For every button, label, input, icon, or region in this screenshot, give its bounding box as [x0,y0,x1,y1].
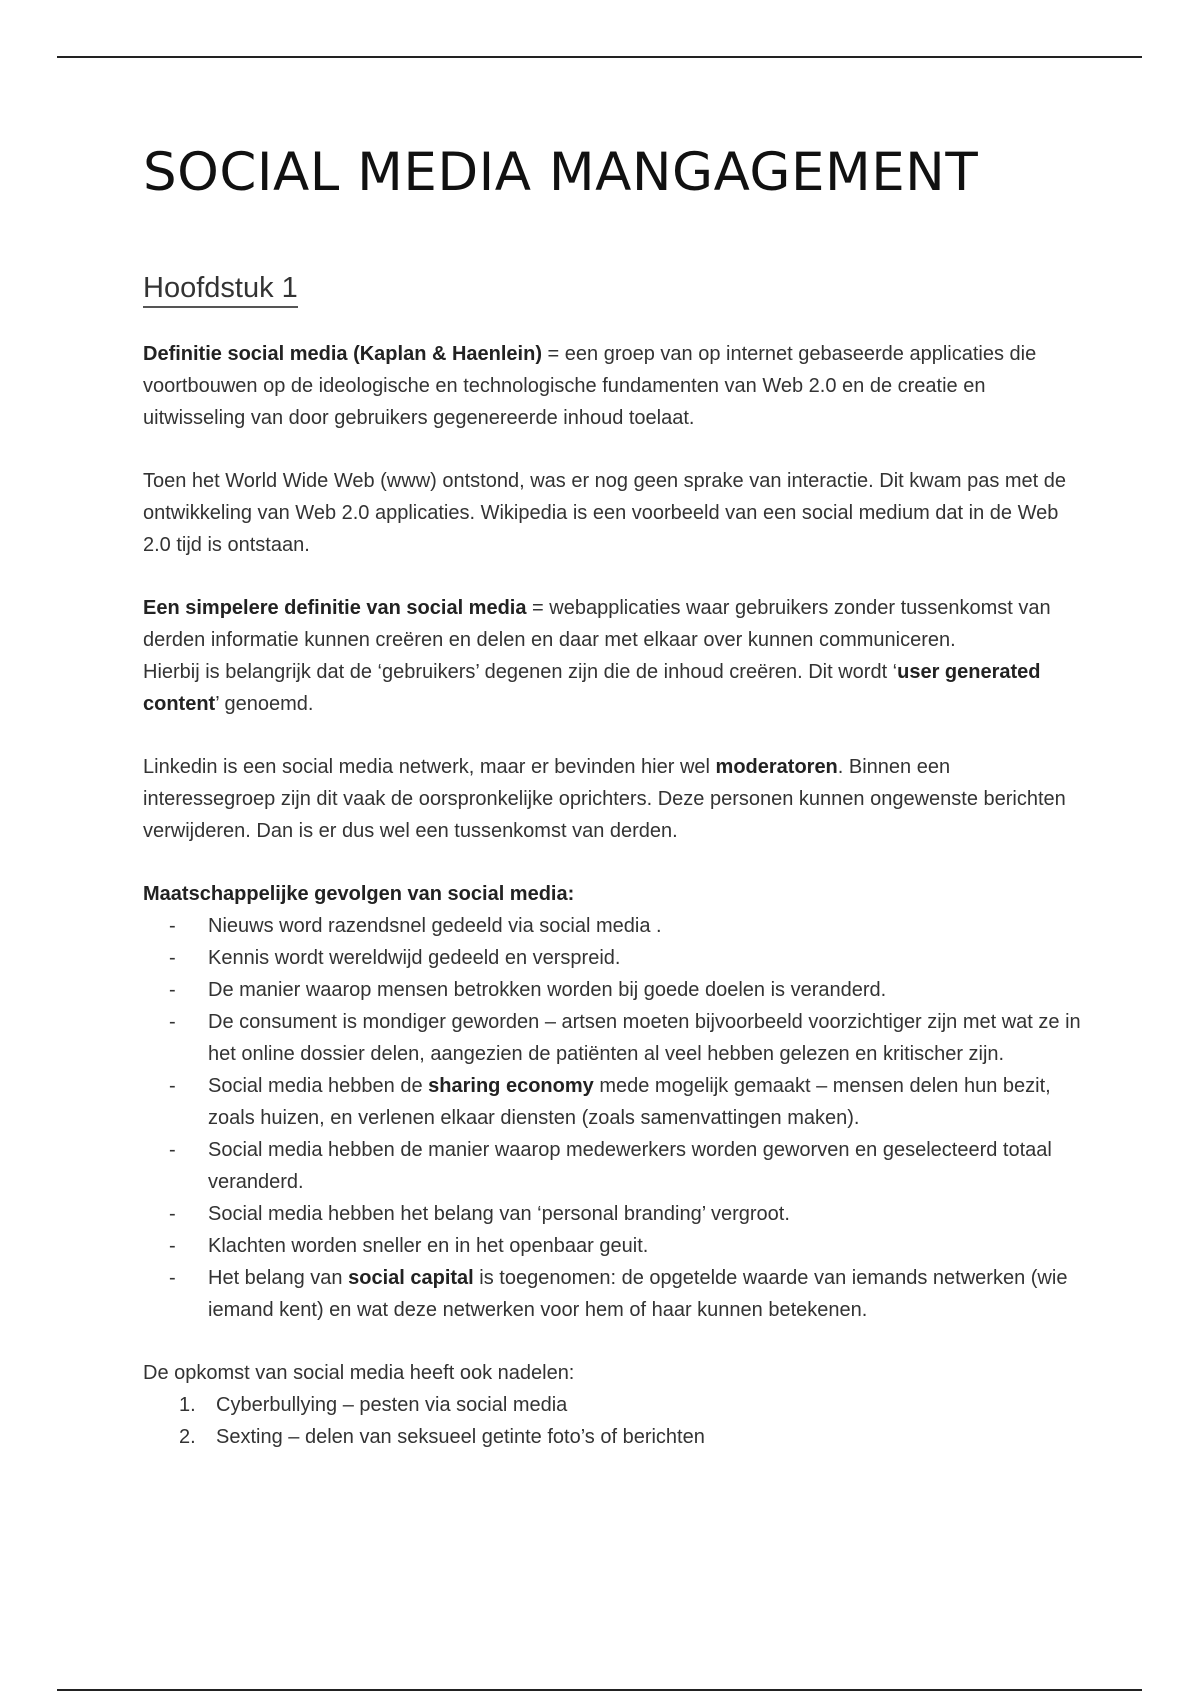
consequences-heading [143,878,1083,910]
social-capital-term: social capital [348,1267,474,1289]
moderators-term: moderatoren [715,756,838,778]
top-rule [57,56,1142,58]
definition-paragraph [143,338,1083,434]
disadvantages-list [143,1389,1083,1453]
simple-definition-term: Een simpelere definitie van social media [143,597,527,619]
www-paragraph: Toen het World Wide Web (www) ontstond, was er nog geen sprake van interactie. Dit kwam pas met de ontwikkeling van Web 2.0 applicaties. Wikipedia is een voorbeeld van een social medium dat in de Web 2.0 tijd is ontstaan. [143,470,1067,556]
consequences-heading-text: Maatschappelijke gevolgen van social media: [143,883,575,905]
list-item [143,1262,1083,1326]
linkedin-text-end: . Binnen een interessegroep zijn dit vaak de oorspronkelijke oprichters. Deze personen kunnen ongewenste berichten verwijderen. Dan is er dus wel een tussenkomst van derden. [143,756,1066,842]
list-item-text: Social media hebben de [208,1075,429,1097]
disadvantages-intro: De opkomst van social media heeft ook nadelen: [143,1362,575,1384]
consequences-list [143,910,1083,1326]
list-number: 1. [179,1394,196,1416]
sharing-economy-term: sharing economy [428,1075,594,1097]
list-item: - Social media hebben de manier waarop medewerkers worden geworven en geselecteerd totaal veranderd. [143,1134,1083,1198]
list-item [143,1389,1083,1421]
list-item: - Kennis wordt wereldwijd gedeeld en verspreid. [143,942,1083,974]
list-item: - De manier waarop mensen betrokken worden bij goede doelen is veranderd. [143,974,1083,1006]
list-item-text: Het belang van [208,1267,349,1289]
list-item-text: mede mogelijk gemaakt – mensen delen hun bezit, zoals huizen, en verlenen elkaar diensten (zoals samenvattingen maken). [208,1075,1051,1129]
list-item: - Klachten worden sneller en in het openbaar geuit. [143,1230,1083,1262]
simple-definition-paragraph [143,592,1083,656]
list-item: - De consument is mondiger geworden – artsen moeten bijvoorbeeld voorzichtiger zijn met wat ze in het online dossier delen, aangezien de patiënten al veel hebben gelezen en kritischer zijn. [143,1006,1083,1070]
list-number: 2. [179,1426,196,1448]
list-item-text: Sexting – delen van seksueel getinte foto’s of berichten [216,1426,705,1448]
chapter-heading: Hoofdstuk 1 [143,270,298,308]
list-item-text: is toegenomen: de opgetelde waarde van iemands netwerken (wie iemand kent) en wat deze netwerken voor hem of haar kunnen betekenen. [208,1267,1068,1321]
definition-text: = een groep van op internet gebaseerde applicaties die voortbouwen op de ideologische en technologische fundamenten van Web 2.0 en de creatie en uitwisseling van door gebruikers gegenereerde inhoud toelaat. [143,343,1037,429]
ugc-paragraph [143,656,1083,720]
bottom-rule [57,1689,1142,1691]
list-item-text: Cyberbullying – pesten via social media [216,1394,568,1416]
list-item [143,1070,1083,1134]
document-body [143,138,1083,1453]
list-item: - Nieuws word razendsnel gedeeld via social media . [143,910,1083,942]
simple-definition-text: = webapplicaties waar gebruikers zonder tussenkomst van derden informatie kunnen creëren en delen en daar met elkaar over kunnen communiceren. [143,597,1051,651]
list-item [143,1421,1083,1453]
list-item: - Social media hebben het belang van ‘personal branding’ vergroot. [143,1198,1083,1230]
linkedin-text-start: Linkedin is een social media netwerk, maar er bevinden hier wel [143,756,716,778]
document-title: SOCIAL MEDIA MANGAGEMENT [143,142,979,203]
ugc-text-end: ’ genoemd. [215,693,314,715]
ugc-text-start: Hierbij is belangrijk dat de ‘gebruikers’ degenen zijn die de inhoud creëren. Dit wordt ‘ [143,661,898,683]
linkedin-paragraph [143,751,1083,847]
definition-term: Definitie social media (Kaplan & Haenlein) [143,343,542,365]
ugc-term: user generated content [143,661,1041,715]
